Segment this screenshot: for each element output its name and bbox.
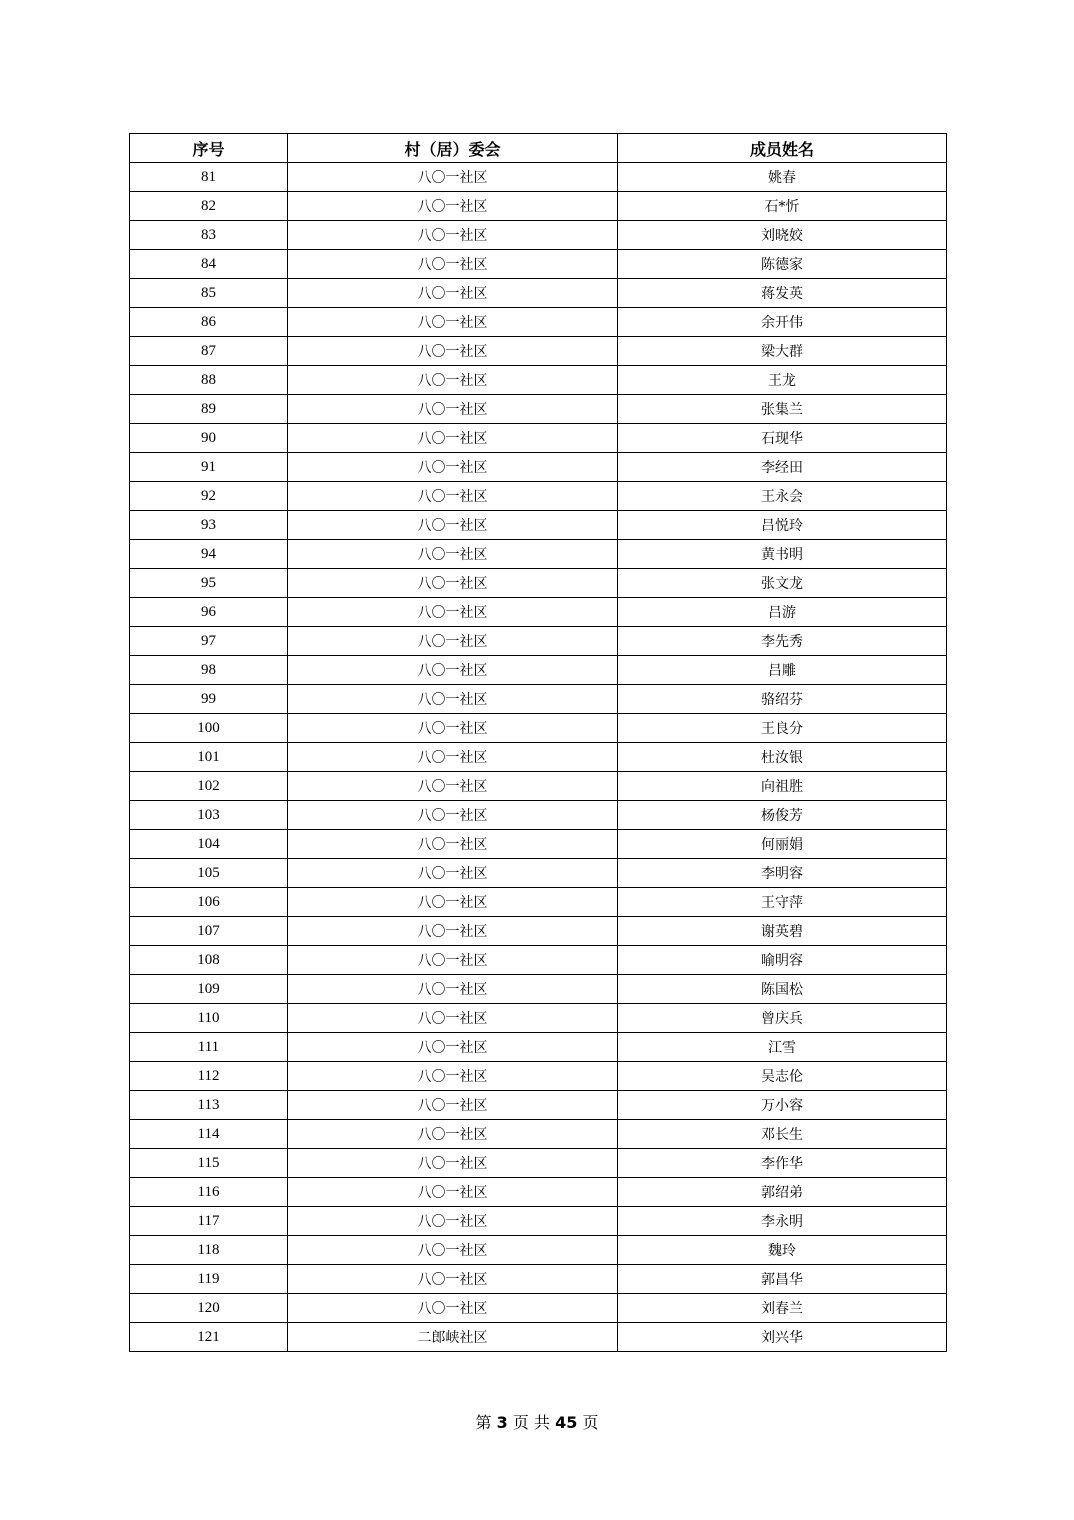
cell-serial-number: 86 — [130, 308, 288, 337]
table-row — [130, 598, 947, 627]
cell-committee: 八〇一社区 — [288, 192, 618, 221]
cell-serial-number: 104 — [130, 830, 288, 859]
cell-serial-number: 87 — [130, 337, 288, 366]
cell-committee: 八〇一社区 — [288, 395, 618, 424]
cell-committee: 八〇一社区 — [288, 1091, 618, 1120]
cell-member-name: 刘春兰 — [618, 1294, 947, 1323]
table-header-row — [130, 134, 947, 163]
table-row — [130, 1120, 947, 1149]
cell-member-name: 喻明容 — [618, 946, 947, 975]
cell-committee: 八〇一社区 — [288, 627, 618, 656]
footer-page-number: 3 — [496, 1413, 508, 1432]
cell-serial-number: 110 — [130, 1004, 288, 1033]
table-row — [130, 685, 947, 714]
cell-member-name: 江雪 — [618, 1033, 947, 1062]
table-row — [130, 1004, 947, 1033]
cell-committee: 八〇一社区 — [288, 453, 618, 482]
table-row — [130, 337, 947, 366]
cell-member-name: 谢英碧 — [618, 917, 947, 946]
cell-serial-number: 93 — [130, 511, 288, 540]
header-committee: 村（居）委会 — [288, 134, 618, 163]
cell-serial-number: 102 — [130, 772, 288, 801]
table-row — [130, 830, 947, 859]
table-row — [130, 801, 947, 830]
cell-committee: 八〇一社区 — [288, 975, 618, 1004]
cell-committee: 八〇一社区 — [288, 917, 618, 946]
cell-committee: 八〇一社区 — [288, 482, 618, 511]
cell-serial-number: 116 — [130, 1178, 288, 1207]
cell-serial-number: 106 — [130, 888, 288, 917]
cell-committee: 八〇一社区 — [288, 511, 618, 540]
cell-member-name: 张文龙 — [618, 569, 947, 598]
table-row — [130, 366, 947, 395]
cell-member-name: 余开伟 — [618, 308, 947, 337]
cell-committee: 八〇一社区 — [288, 685, 618, 714]
cell-committee: 八〇一社区 — [288, 424, 618, 453]
member-table — [129, 133, 947, 1352]
cell-committee: 八〇一社区 — [288, 598, 618, 627]
cell-committee: 八〇一社区 — [288, 859, 618, 888]
cell-committee: 八〇一社区 — [288, 946, 618, 975]
cell-serial-number: 83 — [130, 221, 288, 250]
cell-serial-number: 105 — [130, 859, 288, 888]
cell-member-name: 石现华 — [618, 424, 947, 453]
cell-committee: 八〇一社区 — [288, 801, 618, 830]
cell-serial-number: 84 — [130, 250, 288, 279]
cell-member-name: 王守萍 — [618, 888, 947, 917]
table-row — [130, 163, 947, 192]
cell-member-name: 石*忻 — [618, 192, 947, 221]
cell-member-name: 曾庆兵 — [618, 1004, 947, 1033]
cell-committee: 八〇一社区 — [288, 337, 618, 366]
cell-member-name: 李明容 — [618, 859, 947, 888]
cell-serial-number: 115 — [130, 1149, 288, 1178]
table-row — [130, 1207, 947, 1236]
table-row — [130, 888, 947, 917]
cell-committee: 八〇一社区 — [288, 1178, 618, 1207]
cell-serial-number: 92 — [130, 482, 288, 511]
cell-serial-number: 101 — [130, 743, 288, 772]
table-row — [130, 627, 947, 656]
cell-member-name: 李作华 — [618, 1149, 947, 1178]
cell-member-name: 黄书明 — [618, 540, 947, 569]
table-row — [130, 482, 947, 511]
cell-serial-number: 118 — [130, 1236, 288, 1265]
cell-member-name: 刘兴华 — [618, 1323, 947, 1352]
table-body — [130, 163, 947, 1352]
table-row — [130, 395, 947, 424]
table-row — [130, 250, 947, 279]
cell-committee: 八〇一社区 — [288, 1033, 618, 1062]
table-row — [130, 540, 947, 569]
cell-committee: 八〇一社区 — [288, 366, 618, 395]
cell-committee: 八〇一社区 — [288, 1265, 618, 1294]
cell-serial-number: 119 — [130, 1265, 288, 1294]
cell-member-name: 邓长生 — [618, 1120, 947, 1149]
table-row — [130, 569, 947, 598]
cell-serial-number: 100 — [130, 714, 288, 743]
table-row — [130, 656, 947, 685]
cell-committee: 八〇一社区 — [288, 1149, 618, 1178]
cell-member-name: 杜汝银 — [618, 743, 947, 772]
cell-serial-number: 107 — [130, 917, 288, 946]
footer-total-pages: 45 — [555, 1413, 578, 1432]
cell-member-name: 张集兰 — [618, 395, 947, 424]
table-row — [130, 714, 947, 743]
footer-suffix: 页 — [582, 1413, 599, 1432]
cell-serial-number: 88 — [130, 366, 288, 395]
table-row — [130, 424, 947, 453]
cell-member-name: 杨俊芳 — [618, 801, 947, 830]
table-row — [130, 1323, 947, 1352]
cell-member-name: 姚春 — [618, 163, 947, 192]
table-row — [130, 1149, 947, 1178]
cell-committee: 八〇一社区 — [288, 540, 618, 569]
table-row — [130, 1091, 947, 1120]
cell-committee: 八〇一社区 — [288, 279, 618, 308]
table-row — [130, 511, 947, 540]
table-row — [130, 1265, 947, 1294]
cell-serial-number: 113 — [130, 1091, 288, 1120]
cell-member-name: 王永会 — [618, 482, 947, 511]
cell-member-name: 李永明 — [618, 1207, 947, 1236]
cell-serial-number: 82 — [130, 192, 288, 221]
table-row — [130, 743, 947, 772]
cell-serial-number: 94 — [130, 540, 288, 569]
cell-committee: 八〇一社区 — [288, 888, 618, 917]
cell-serial-number: 98 — [130, 656, 288, 685]
cell-committee: 八〇一社区 — [288, 221, 618, 250]
cell-member-name: 骆绍芬 — [618, 685, 947, 714]
header-serial-number: 序号 — [130, 134, 288, 163]
cell-committee: 二郎峡社区 — [288, 1323, 618, 1352]
cell-committee: 八〇一社区 — [288, 1236, 618, 1265]
cell-committee: 八〇一社区 — [288, 1207, 618, 1236]
cell-serial-number: 114 — [130, 1120, 288, 1149]
table-row — [130, 192, 947, 221]
cell-member-name: 刘晓姣 — [618, 221, 947, 250]
cell-committee: 八〇一社区 — [288, 830, 618, 859]
cell-member-name: 吕游 — [618, 598, 947, 627]
cell-committee: 八〇一社区 — [288, 1294, 618, 1323]
table-row — [130, 917, 947, 946]
cell-serial-number: 85 — [130, 279, 288, 308]
header-member-name: 成员姓名 — [618, 134, 947, 163]
table-row — [130, 1062, 947, 1091]
cell-member-name: 何丽娟 — [618, 830, 947, 859]
cell-serial-number: 91 — [130, 453, 288, 482]
cell-member-name: 郭绍弟 — [618, 1178, 947, 1207]
table-row — [130, 279, 947, 308]
cell-serial-number: 111 — [130, 1033, 288, 1062]
cell-member-name: 李经田 — [618, 453, 947, 482]
cell-member-name: 吴志伦 — [618, 1062, 947, 1091]
cell-committee: 八〇一社区 — [288, 714, 618, 743]
cell-member-name: 吕悦玲 — [618, 511, 947, 540]
cell-member-name: 向祖胜 — [618, 772, 947, 801]
cell-member-name: 魏玲 — [618, 1236, 947, 1265]
cell-serial-number: 81 — [130, 163, 288, 192]
cell-serial-number: 90 — [130, 424, 288, 453]
table-row — [130, 859, 947, 888]
cell-serial-number: 121 — [130, 1323, 288, 1352]
cell-member-name: 梁大群 — [618, 337, 947, 366]
cell-member-name: 李先秀 — [618, 627, 947, 656]
table-row — [130, 1294, 947, 1323]
table-row — [130, 221, 947, 250]
cell-committee: 八〇一社区 — [288, 1062, 618, 1091]
cell-committee: 八〇一社区 — [288, 656, 618, 685]
table-row — [130, 308, 947, 337]
cell-serial-number: 117 — [130, 1207, 288, 1236]
cell-serial-number: 99 — [130, 685, 288, 714]
table-row — [130, 1178, 947, 1207]
cell-serial-number: 103 — [130, 801, 288, 830]
cell-member-name: 郭昌华 — [618, 1265, 947, 1294]
cell-member-name: 蒋发英 — [618, 279, 947, 308]
table-row — [130, 453, 947, 482]
table-row — [130, 1033, 947, 1062]
cell-serial-number: 120 — [130, 1294, 288, 1323]
table-row — [130, 975, 947, 1004]
footer-middle: 页 共 — [512, 1413, 550, 1432]
cell-member-name: 王良分 — [618, 714, 947, 743]
cell-member-name: 陈德家 — [618, 250, 947, 279]
cell-serial-number: 112 — [130, 1062, 288, 1091]
table-row — [130, 1236, 947, 1265]
cell-member-name: 陈国松 — [618, 975, 947, 1004]
cell-committee: 八〇一社区 — [288, 163, 618, 192]
cell-committee: 八〇一社区 — [288, 308, 618, 337]
cell-serial-number: 95 — [130, 569, 288, 598]
table-row — [130, 946, 947, 975]
cell-committee: 八〇一社区 — [288, 1004, 618, 1033]
cell-committee: 八〇一社区 — [288, 1120, 618, 1149]
cell-committee: 八〇一社区 — [288, 772, 618, 801]
cell-serial-number: 108 — [130, 946, 288, 975]
cell-serial-number: 109 — [130, 975, 288, 1004]
cell-member-name: 万小容 — [618, 1091, 947, 1120]
table-row — [130, 772, 947, 801]
cell-serial-number: 89 — [130, 395, 288, 424]
page-footer — [0, 1410, 1074, 1433]
cell-member-name: 王龙 — [618, 366, 947, 395]
cell-committee: 八〇一社区 — [288, 743, 618, 772]
cell-committee: 八〇一社区 — [288, 250, 618, 279]
cell-serial-number: 96 — [130, 598, 288, 627]
footer-prefix: 第 — [475, 1413, 492, 1432]
cell-committee: 八〇一社区 — [288, 569, 618, 598]
cell-member-name: 吕雕 — [618, 656, 947, 685]
cell-serial-number: 97 — [130, 627, 288, 656]
